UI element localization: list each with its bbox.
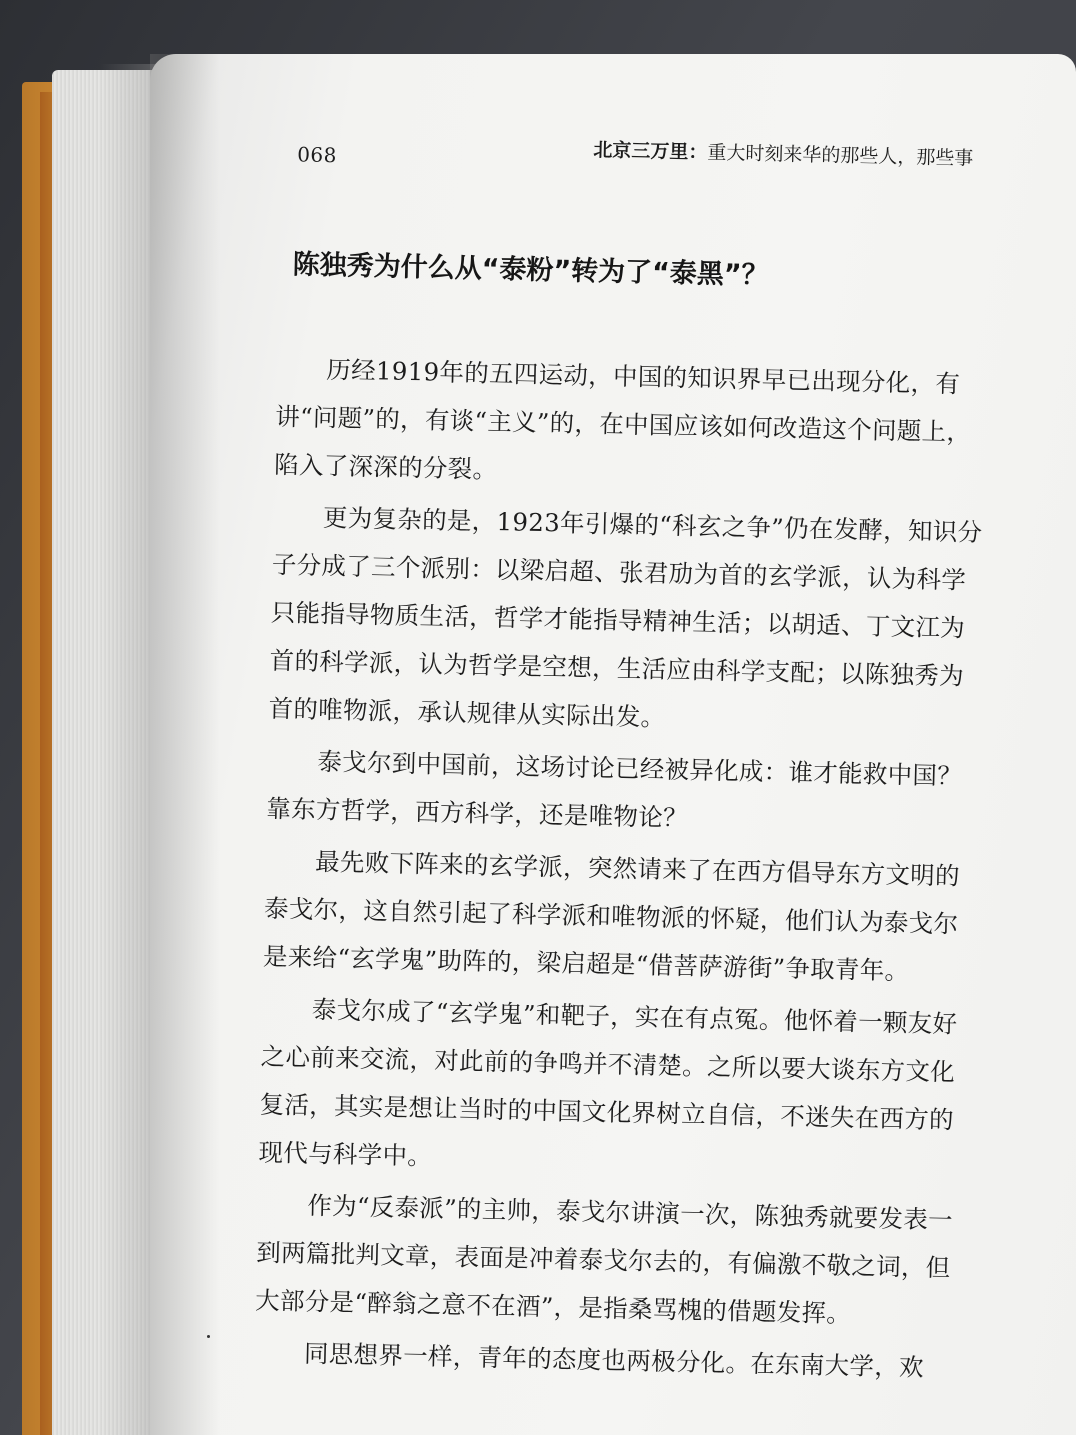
dust-speck [207, 1335, 210, 1338]
paragraph: 泰戈尔到中国前，这场讨论已经被异化成：谁才能救中国？靠东方哲学，西方科学，还是唯物论？ [266, 746, 963, 833]
section-title: 陈独秀为什么从“泰粉”转为了“泰黑”？ [292, 249, 769, 292]
paragraph: 历经1919年的五四运动，中国的知识界早已出现分化，有讲“问题”的，有谈“主义”的，在中国应该如何改造这个问题上，陷入了深深的分裂。 [273, 355, 972, 484]
paragraph: 作为“反泰派”的主帅，泰戈尔讲演一次，陈独秀就要发表一到两篇批判文章，表面是冲着泰戈尔去的，有偏激不敬之词，但大部分是“醉翁之意不在酒”，是指桑骂槐的借题发挥。 [254, 1190, 954, 1329]
page-gutter-shadow [150, 54, 220, 1435]
book-title: 北京三万里： [593, 139, 708, 164]
running-head [593, 135, 974, 171]
paragraph: 更为复杂的是，1923年引爆的“科玄之争”仍在发酵，知识分子分成了三个派别：以梁启超、张君劢为首的玄学派，认为科学只能指导物质生活，哲学才能指导精神生活；以胡适、丁文江为首的科学派，认为哲学是空想，生活应由科学支配；以陈独秀为首的唯物派，承认规律从实际出发。 [268, 503, 983, 732]
page-number: 068 [296, 142, 338, 168]
paragraph: 最先败下阵来的玄学派，突然请来了在西方倡导东方文明的泰戈尔，这自然引起了科学派和唯物派的怀疑，他们认为泰戈尔是来给“玄学鬼”助阵的，梁启超是“借菩萨游街”争取青年。 [262, 846, 961, 986]
book-subtitle: 重大时刻来华的那些人，那些事 [707, 141, 974, 170]
body-text [253, 345, 986, 1397]
paragraph: 同思想界一样，青年的态度也两极分化。在东南大学，欢 [303, 1338, 925, 1382]
paragraph: 泰戈尔成了“玄学鬼”和靶子，实在有点冤。他怀着一颗友好之心前来交流，对此前的争鸣并不清楚。之所以要大谈东方文化复活，其实是想让当时的中国文化界树立自信，不迷失在西方的现代与科学中。 [258, 994, 958, 1171]
